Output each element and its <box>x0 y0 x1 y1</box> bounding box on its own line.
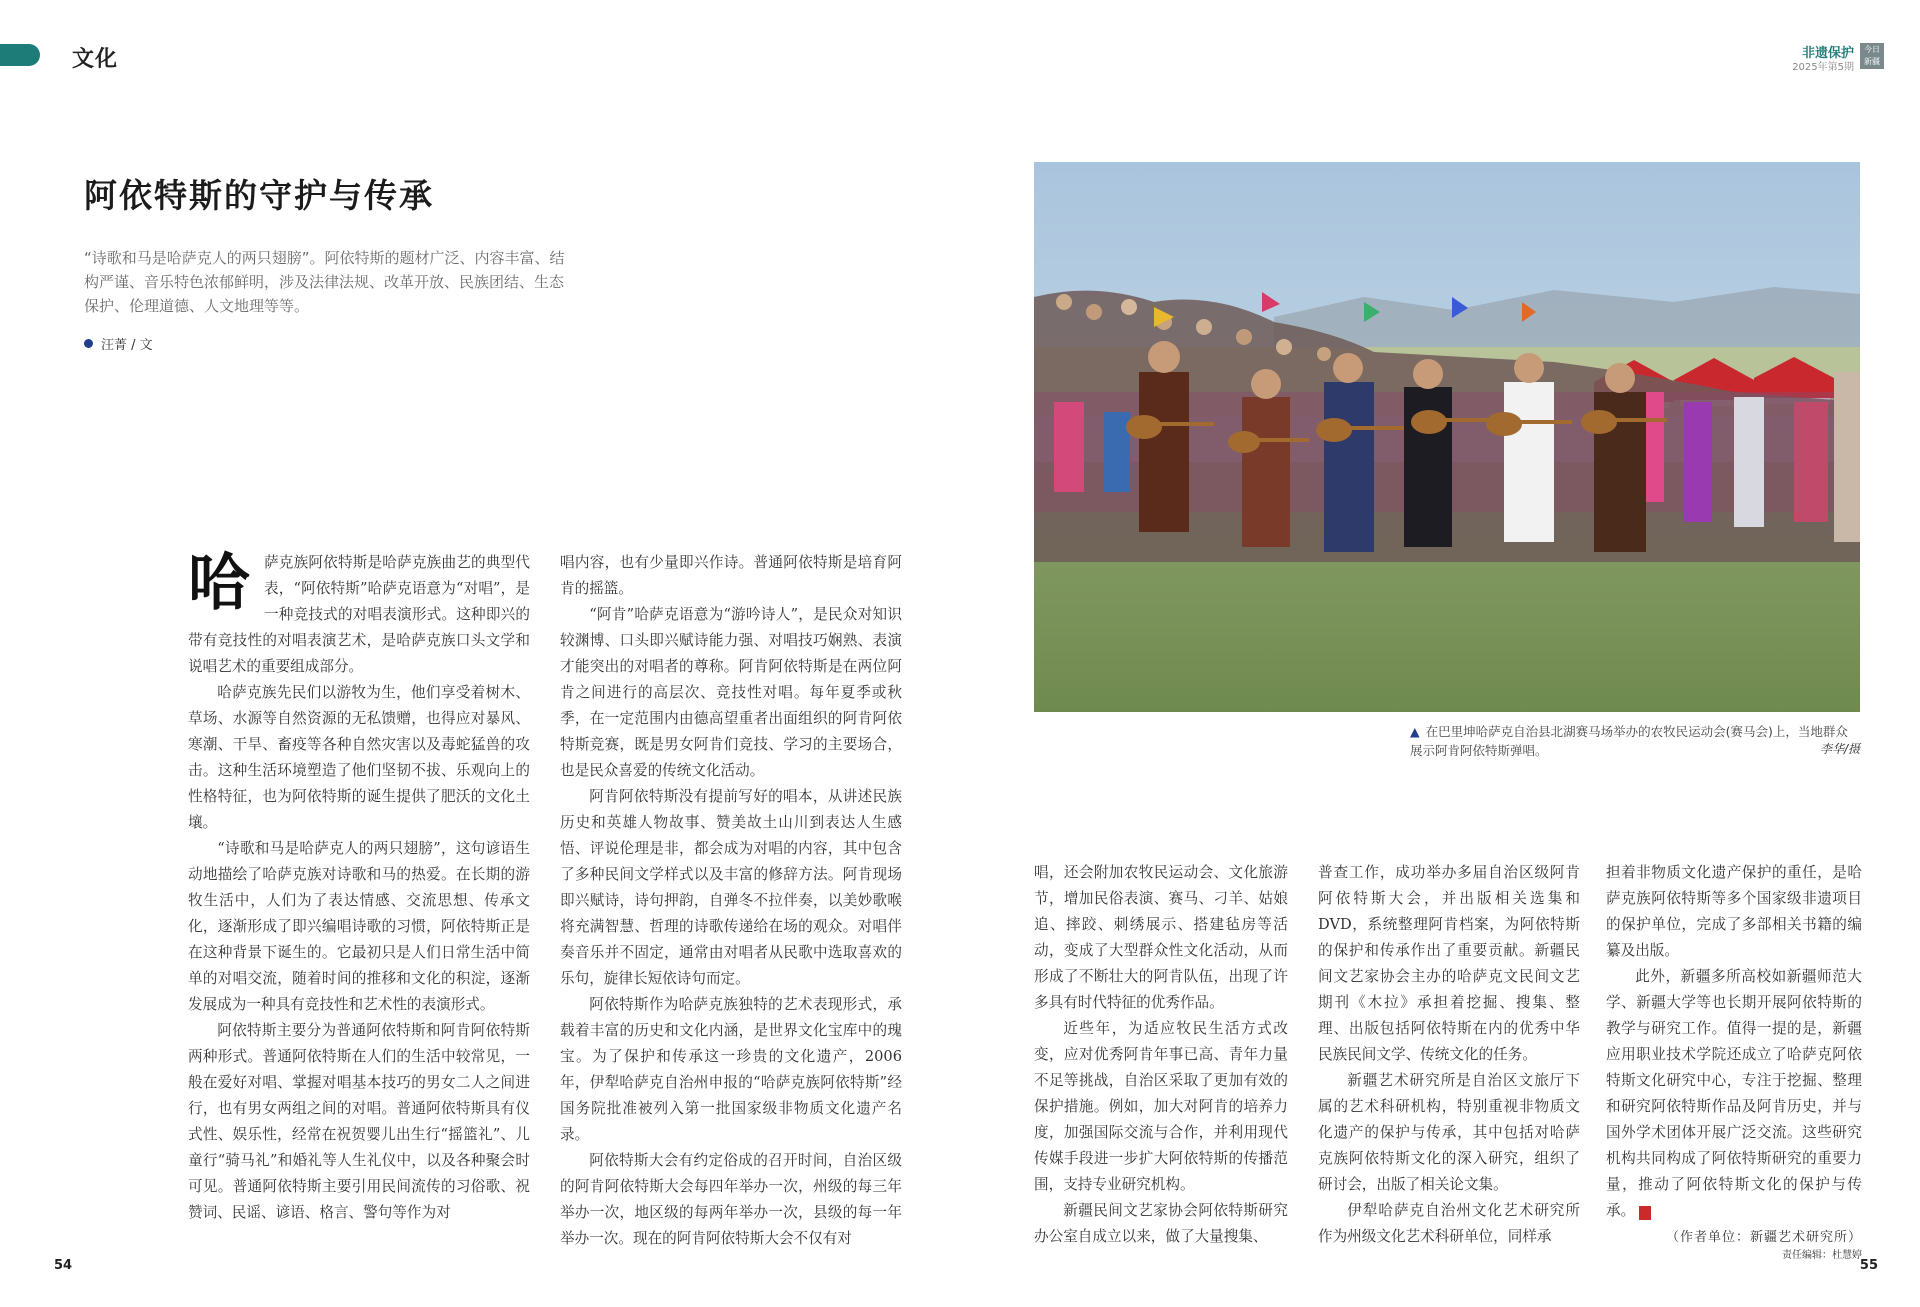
paragraph: 新疆艺术研究所是自治区文旅厅下属的艺术科研机构，特别重视非物质文化遗产的保护与传承，其中包括对哈萨克族阿依特斯文化的深入研究，组织了研讨会，出版了相关论文集。 <box>1318 1072 1580 1193</box>
page-number-left: 54 <box>54 1258 73 1273</box>
logo-text-top: 今日 <box>1864 45 1880 54</box>
paragraph: 新疆民间文艺家协会阿依特斯研究办公室自成立以来，做了大量搜集、 <box>1034 1202 1288 1245</box>
paragraph: 担着非物质文化遗产保护的重任，是哈萨克族阿依特斯等多个国家级非遗项目的保护单位，完成了多部相关书籍的编纂及出版。 <box>1606 864 1862 959</box>
paragraph: 唱内容，也有少量即兴作诗。普通阿依特斯是培育阿肯的摇篮。 <box>560 554 902 597</box>
paragraph: “阿肯”哈萨克语意为“游吟诗人”，是民众对知识较渊博、口头即兴赋诗能力强、对唱技巧娴熟、表演才能突出的对唱者的尊称。阿肯阿依特斯是在两位阿肯之间进行的高层次、竞技性对唱。每年夏季或秋季，在一定范围内由德高望重者出面组织的阿肯阿依特斯竞赛，既是男女阿肯们竞技、学习的主要场合，也是民众喜爱的传统文化活动。 <box>560 606 902 779</box>
paragraph: 哈萨克族先民们以游牧为生，他们享受着树木、草场、水源等自然资源的无私馈赠，也得应对暴风、寒潮、干旱、畜疫等各种自然灾害以及毒蛇猛兽的攻击。这种生活环境塑造了他们坚韧不拔、乐观向上的性格特征，也为阿依特斯的诞生提供了肥沃的文化土壤。 <box>188 684 530 831</box>
article-lead: “诗歌和马是哈萨克人的两只翅膀”。阿依特斯的题材广泛、内容丰富、结构严谨、音乐特色浓郁鲜明，涉及法律法规、改革开放、民族团结、生态保护、伦理道德、人文地理等等。 <box>84 249 565 315</box>
paragraph: 阿依特斯大会有约定俗成的召开时间，自治区级的阿肯阿依特斯大会每四年举办一次，州级的每三年举办一次，地区级的每两年举办一次，县级的每一年举办一次。现在的阿肯阿依特斯大会不仅有对 <box>560 1152 902 1247</box>
editor-credit: 责任编辑：杜慧婷 <box>1782 1250 1862 1261</box>
section-color-tab <box>0 44 40 66</box>
paragraph: 唱，还会附加农牧民运动会、文化旅游节，增加民俗表演、赛马、刁羊、姑娘追、摔跤、刺绣展示、搭建毡房等活动，变成了大型群众性文化活动，从而形成了不断壮大的阿肯队伍，出现了许多具有时代特征的优秀作品。 <box>1034 864 1288 1011</box>
paragraph: “诗歌和马是哈萨克人的两只翅膀”，这句谚语生动地描绘了哈萨克族对诗歌和马的热爱。在长期的游牧生活中，人们为了表达情感、交流思想、传承文化，逐渐形成了即兴编唱诗歌的习惯，阿依特斯正是在这种背景下诞生的。它最初只是人们日常生活中简单的对唱交流，随着时间的推移和文化的积淀，逐渐发展成为一种具有竞技性和艺术性的表演形式。 <box>188 840 530 1013</box>
paragraph-text: 萨克族阿依特斯是哈萨克族曲艺的典型代表，“阿依特斯”哈萨克语意为“对唱”，是一种竞技式的对唱表演形式。这种即兴的带有竞技性的对唱表演艺术，是哈萨克族口头文学和说唱艺术的重要组成部分。 <box>188 554 530 675</box>
paragraph: 伊犁哈萨克自治州文化艺术研究所作为州级文化艺术科研单位，同样承 <box>1318 1202 1580 1245</box>
text-column-1 <box>188 546 530 1226</box>
caption-text: 在巴里坤哈萨克自治县北湖赛马场举办的农牧民运动会(赛马会)上，当地群众展示阿肯阿依特斯弹唱。 <box>1410 724 1848 758</box>
text-column-3 <box>1034 860 1288 1250</box>
section-label: 文化 <box>72 47 119 72</box>
text-column-5 <box>1606 860 1862 1224</box>
paragraph: 近些年，为适应牧民生活方式改变，应对优秀阿肯年事已高、青年力量不足等挑战，自治区采取了更加有效的保护措施。例如，加大对阿肯的培养力度，加强国际交流与合作，并利用现代传媒手段进一步扩大阿依特斯的传播范围，支持专业研究机构。 <box>1034 1020 1288 1193</box>
end-mark-icon: J <box>1639 1206 1651 1220</box>
paragraph: 阿依特斯作为哈萨克族独特的艺术表现形式，承载着丰富的历史和文化内涵，是世界文化宝库中的瑰宝。为了保护和传承这一珍贵的文化遗产，2006年，伊犁哈萨克自治州申报的“哈萨克族阿依特斯”经国务院批准被列入第一批国家级非物质文化遗产名录。 <box>560 996 902 1143</box>
paragraph <box>1606 964 1862 1224</box>
event-photo <box>1034 162 1860 712</box>
logo-text-bottom: 新疆 <box>1864 57 1880 66</box>
paragraph: 普查工作，成功举办多届自治区级阿肯阿依特斯大会，并出版相关选集和DVD，系统整理阿肯档案，为阿依特斯的保护和传承作出了重要贡献。新疆民间文艺家协会主办的哈萨克文民间文艺期刊《木拉》承担着挖掘、搜集、整理、出版包括阿依特斯在内的优秀中华民族民间文学、传统文化的任务。 <box>1318 864 1580 1063</box>
author-unit: （作者单位：新疆艺术研究所） <box>1665 1230 1862 1245</box>
caption-triangle-icon: ▲ <box>1410 724 1420 739</box>
issue-label: 2025年第5期 <box>1792 62 1854 73</box>
paragraph: 阿依特斯主要分为普通阿依特斯和阿肯阿依特斯两种形式。普通阿依特斯在人们的生活中较常见，一般在爱好对唱、掌握对唱基本技巧的男女二人之间进行，也有男女两组之间的对唱。普通阿依特斯具有仪式性、娱乐性，经常在祝贺婴儿出生行“摇篮礼”、儿童行“骑马礼”和婚礼等人生礼仪中，以及各种聚会时可见。普通阿依特斯主要引用民间流传的习俗歌、祝赞词、民谣、谚语、格言、警句等作为对 <box>188 1022 530 1221</box>
paragraph-text: 此外，新疆多所高校如新疆师范大学、新疆大学等也长期开展阿依特斯的教学与研究工作。值得一提的是，新疆应用职业技术学院还成立了哈萨克阿依特斯文化研究中心，专注于挖掘、整理和研究阿依特斯作品及阿肯历史，并与国外学术团体开展广泛交流。这些研究机构共同构成了阿依特斯研究的重要力量，推动了阿依特斯文化的保护与传承。 <box>1606 968 1862 1219</box>
article-title: 阿依特斯的守护与传承 <box>84 176 434 215</box>
byline-text: 汪菁 / 文 <box>101 338 153 353</box>
byline <box>84 334 153 353</box>
magazine-column-name: 非遗保护 <box>1801 46 1854 61</box>
text-column-4 <box>1318 860 1580 1250</box>
photo-caption <box>1410 722 1860 760</box>
magazine-logo <box>1860 43 1884 69</box>
crowd-photo-illustration <box>1034 162 1860 712</box>
page-number-right: 55 <box>1859 1258 1878 1273</box>
byline-dot-icon <box>84 339 93 348</box>
photo-credit: 李华/摄 <box>1819 742 1860 756</box>
paragraph <box>188 546 530 680</box>
text-column-2 <box>560 550 902 1252</box>
drop-cap: 哈 <box>188 546 251 619</box>
paragraph: 阿肯阿依特斯没有提前写好的唱本，从讲述民族历史和英雄人物故事、赞美故土山川到表达人生感悟、评说伦理是非，都会成为对唱的内容，其中包含了多种民间文学样式以及丰富的修辞方法。阿肯现场即兴赋诗，诗句押韵，自弹冬不拉伴奏，以美妙歌喉将充满智慧、哲理的诗歌传递给在场的观众。对唱伴奏音乐并不固定，通常由对唱者从民歌中选取喜欢的乐句，旋律长短依诗句而定。 <box>560 788 902 987</box>
